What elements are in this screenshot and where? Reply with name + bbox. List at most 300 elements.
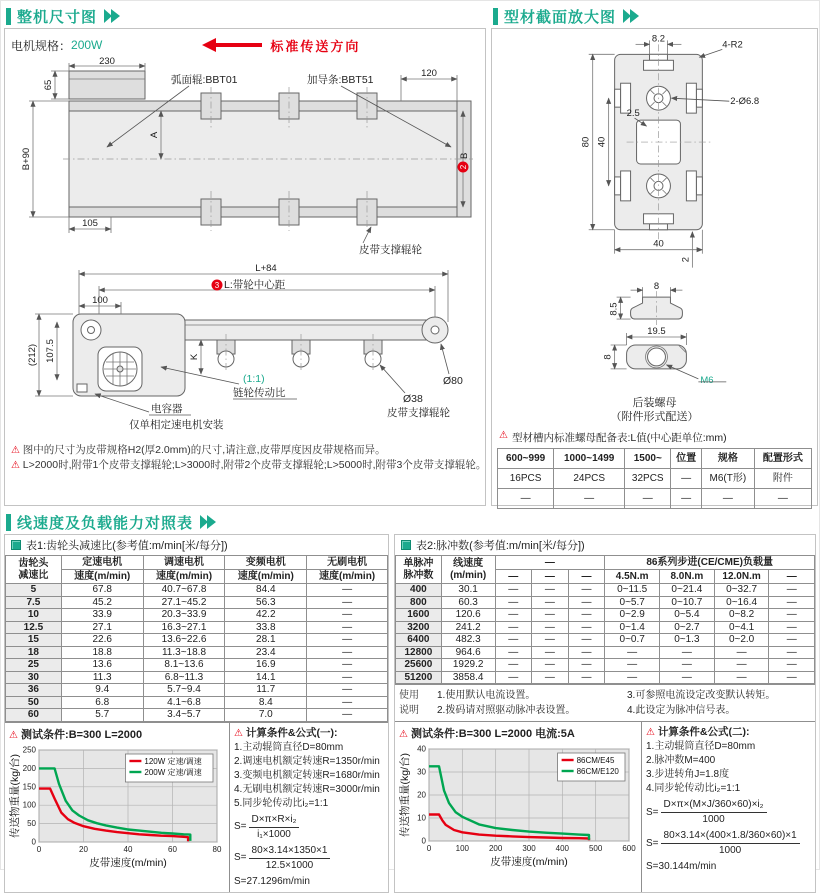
cell: 33.8 bbox=[225, 621, 307, 634]
row-header: 36 bbox=[6, 684, 62, 697]
row-header: 1600 bbox=[396, 609, 442, 622]
cell: — bbox=[307, 659, 388, 672]
cell: — bbox=[625, 489, 671, 509]
cell: 13.6 bbox=[61, 659, 143, 672]
col-subheader: 速度(m/min) bbox=[61, 570, 143, 584]
label-sprocket-ratio: 链轮传动比 bbox=[233, 387, 286, 399]
col-header: 600~999 bbox=[498, 449, 554, 469]
cell: — bbox=[660, 646, 715, 659]
motor-spec-value: 200W bbox=[71, 38, 103, 52]
cell: 482.3 bbox=[441, 634, 495, 647]
test-conditions-2: ⚠ 测试条件:B=300 L=2000 电流:5A bbox=[399, 728, 575, 740]
section-header bbox=[4, 4, 486, 28]
svg-text:250: 250 bbox=[22, 745, 36, 754]
cell: 0~1.3 bbox=[660, 634, 715, 647]
label-capacitor: 电容器 bbox=[151, 403, 183, 415]
dim-40-inner: 40 bbox=[596, 136, 608, 148]
list-item: 2.调速电机额定转速R=1350r/min bbox=[234, 755, 380, 767]
cell: 13.6~22.6 bbox=[143, 634, 225, 647]
cell: 42.2 bbox=[225, 609, 307, 622]
row-header: 10 bbox=[6, 609, 62, 622]
section-speed-load bbox=[4, 510, 816, 893]
load-capacity-chart bbox=[9, 742, 225, 870]
motor-spec-label: 电机规格： bbox=[11, 38, 72, 53]
nut-caption-2: （附件形式配送） bbox=[610, 411, 699, 423]
cell: — bbox=[307, 684, 388, 697]
svg-text:50: 50 bbox=[27, 818, 36, 828]
cell: — bbox=[568, 659, 605, 672]
dim-k: K bbox=[189, 353, 200, 361]
dim-40-bottom: 40 bbox=[653, 238, 664, 250]
cell: 24PCS bbox=[554, 469, 625, 489]
row-header: 800 bbox=[396, 596, 442, 609]
cell: 3.4~5.7 bbox=[143, 709, 225, 722]
cell: — bbox=[554, 489, 625, 509]
table2-caption: 表2:脉冲数(参考值:m/min[米/每分]) bbox=[395, 535, 815, 555]
cell: 0~0.7 bbox=[605, 634, 660, 647]
cell: — bbox=[532, 596, 569, 609]
cell: — bbox=[769, 596, 815, 609]
cell: 3858.4 bbox=[441, 671, 495, 684]
cell: — bbox=[769, 646, 815, 659]
cell: — bbox=[532, 621, 569, 634]
cell: 32PCS bbox=[625, 469, 671, 489]
dim-65: 65 bbox=[43, 79, 54, 91]
cell: 0~5.4 bbox=[660, 609, 715, 622]
cell: — bbox=[769, 609, 815, 622]
dim-2: 2 bbox=[680, 257, 692, 263]
svg-text:B: B bbox=[459, 152, 470, 159]
cell: 4.1~6.8 bbox=[143, 696, 225, 709]
cell: — bbox=[498, 489, 554, 509]
dim-l-plus-84: L+84 bbox=[255, 263, 277, 274]
list-item: 4.此设定为脉冲信号表。 bbox=[627, 705, 736, 716]
cell: — bbox=[307, 584, 388, 597]
list-item: 2.脉冲数M=400 bbox=[646, 755, 716, 766]
svg-text:86CM/E120: 86CM/E120 bbox=[576, 767, 619, 776]
cell: 7.0 bbox=[225, 709, 307, 722]
section-bar bbox=[6, 8, 11, 25]
col-subheader: 8.0N.m bbox=[660, 570, 715, 584]
square-bullet-icon bbox=[401, 540, 411, 550]
dim-212: (212) bbox=[27, 343, 38, 367]
cell: 40.7~67.8 bbox=[143, 584, 225, 597]
col-header-pulse: 单脉冲 脉冲数 bbox=[396, 556, 442, 584]
label-sprocket-ratio-value: (1:1) bbox=[243, 373, 265, 385]
formula-step: S= $\frac{80\times 3.14\times 1350\times 1}{12.5\times 1000}$ bbox=[234, 844, 384, 873]
cell: — bbox=[532, 671, 569, 684]
svg-text:150: 150 bbox=[22, 781, 36, 791]
col-header-dash-group: — bbox=[495, 556, 605, 570]
cell: 56.3 bbox=[225, 596, 307, 609]
dim-100: 100 bbox=[92, 295, 108, 306]
cell: 18.8 bbox=[61, 646, 143, 659]
svg-text:20: 20 bbox=[417, 790, 426, 800]
dim-8-2: 8.2 bbox=[651, 33, 666, 45]
svg-text:100: 100 bbox=[22, 800, 36, 810]
formula1-conditions bbox=[234, 741, 384, 811]
cell: — bbox=[605, 646, 660, 659]
cell: — bbox=[532, 584, 569, 597]
section-arrow-icon bbox=[103, 9, 121, 23]
svg-text:100: 100 bbox=[455, 844, 470, 853]
dim-2-5: 2.5 bbox=[626, 108, 640, 120]
panel-profile-section bbox=[491, 4, 818, 506]
list-item: 3.变频电机额定转速R=1680r/min bbox=[234, 769, 380, 781]
cell: 6.8~11.3 bbox=[143, 671, 225, 684]
svg-text:L:带轮中心距: L:带轮中心距 bbox=[224, 279, 286, 291]
pulse-table bbox=[395, 555, 815, 684]
cell: — bbox=[769, 621, 815, 634]
section-bar bbox=[493, 8, 498, 25]
gear-ratio-table-box bbox=[4, 534, 389, 893]
cell: — bbox=[605, 671, 660, 684]
cell: — bbox=[532, 634, 569, 647]
nut-dim-19-5: 19.5 bbox=[647, 326, 666, 338]
formula2-result: S=30.144m/min bbox=[646, 861, 717, 872]
cell: — bbox=[307, 596, 388, 609]
col-header-line-speed: 线速度 (m/min) bbox=[441, 556, 495, 584]
load-capacity-chart bbox=[399, 741, 637, 869]
dim-120: 120 bbox=[421, 68, 437, 79]
cell: — bbox=[307, 634, 388, 647]
section-title: 线速度及负载能力对照表 bbox=[17, 514, 194, 532]
direction-arrow-icon bbox=[202, 38, 262, 52]
cell: M6(T形) bbox=[701, 469, 754, 489]
cell: 20.3~33.9 bbox=[143, 609, 225, 622]
dim-dia-80: Ø80 bbox=[443, 375, 463, 387]
cell: 23.4 bbox=[225, 646, 307, 659]
label-belt-support-roller: 皮带支撑辊轮 bbox=[359, 244, 422, 256]
dim-4-r2: 4-R2 bbox=[722, 39, 743, 51]
svg-text:0: 0 bbox=[36, 844, 42, 854]
cell: 9.4 bbox=[61, 684, 143, 697]
svg-text:40: 40 bbox=[123, 844, 133, 854]
svg-text:2: 2 bbox=[459, 164, 468, 170]
cell: — bbox=[769, 671, 815, 684]
col-header: 配置形式 bbox=[754, 449, 811, 469]
cell: — bbox=[495, 621, 532, 634]
dim-105: 105 bbox=[82, 218, 98, 229]
svg-text:0: 0 bbox=[31, 837, 36, 846]
cell: — bbox=[307, 621, 388, 634]
cell: — bbox=[769, 584, 815, 597]
formula-step: S= $\frac{80\times 3.14\times(400\times 1.8/360\times 60)\times 1}{1000}$ bbox=[646, 829, 811, 858]
chart1-cell bbox=[5, 723, 230, 892]
nut-config-table bbox=[497, 448, 812, 509]
row-header: 51200 bbox=[396, 671, 442, 684]
col-header-brushless: 无刷电机 bbox=[307, 556, 388, 570]
chart2-cell bbox=[395, 722, 642, 892]
svg-text:传送物重量(kg/台): 传送物重量(kg/台) bbox=[9, 753, 21, 838]
svg-text:传送物重量(kg/台): 传送物重量(kg/台) bbox=[399, 753, 411, 837]
cell: — bbox=[568, 584, 605, 597]
dim-a: A bbox=[149, 131, 160, 139]
col-header-gear-ratio: 齿轮头 减速比 bbox=[6, 556, 62, 584]
list-item: ⚠ L>2000时,附带1个皮带支撑辊轮;L>3000时,附带2个皮带支撑辊轮;L>5000时,附带3个皮带支撑辊轮。 bbox=[11, 458, 479, 473]
cell: 45.2 bbox=[61, 596, 143, 609]
cell: 0~21.4 bbox=[660, 584, 715, 597]
formula-step: S= $\frac{\text{D×π×(M×J/360×60)×i₂}}{1000}$ bbox=[646, 798, 811, 827]
svg-text:20: 20 bbox=[79, 844, 88, 854]
col-subheader: 速度(m/min) bbox=[143, 570, 225, 584]
label-guide-strip: 加导条:BBT51 bbox=[307, 74, 374, 86]
profile-cross-section-drawing bbox=[497, 32, 812, 278]
svg-text:200: 200 bbox=[488, 844, 503, 853]
svg-text:40: 40 bbox=[417, 744, 426, 754]
list-item: 1.使用默认电流设置。 bbox=[437, 690, 536, 701]
cell: — bbox=[495, 634, 532, 647]
col-header-86-series-load: 86系列步进(CE/CME)负载量 bbox=[605, 556, 815, 570]
cell: 16.3~27.1 bbox=[143, 621, 225, 634]
top-row bbox=[4, 4, 816, 506]
list-item: ⚠ 图中的尺寸为皮带规格H2(厚2.0mm)的尺寸,请注意,皮带厚度因皮带规格而异。 bbox=[11, 443, 479, 458]
formula1-cell bbox=[230, 723, 388, 892]
row-header: 25 bbox=[6, 659, 62, 672]
cell: — bbox=[660, 659, 715, 672]
cell: 14.1 bbox=[225, 671, 307, 684]
cell: 0~2.0 bbox=[714, 634, 769, 647]
cell: — bbox=[568, 646, 605, 659]
nut-caption: 后装螺母 bbox=[632, 397, 677, 409]
cell: 120.6 bbox=[441, 609, 495, 622]
cell: 84.4 bbox=[225, 584, 307, 597]
dim-107-5: 107.5 bbox=[45, 339, 56, 363]
table1-footer bbox=[5, 722, 388, 892]
cell: 0~5.7 bbox=[605, 596, 660, 609]
row-header: 12.5 bbox=[6, 621, 62, 634]
cell: — bbox=[714, 671, 769, 684]
col-header-adjustable-speed: 调速电机 bbox=[143, 556, 225, 570]
cell: 964.6 bbox=[441, 646, 495, 659]
t-nut-drawing bbox=[497, 283, 812, 391]
cell: 33.9 bbox=[61, 609, 143, 622]
formula-step: S= $\frac{\text{D×π×R×i₂}}{\text{i₁×1000}}$ bbox=[234, 813, 384, 842]
formula1-title: ⚠ 计算条件&公式(一): bbox=[234, 726, 338, 739]
panel-overall-dimensions bbox=[4, 4, 486, 506]
cell: 28.1 bbox=[225, 634, 307, 647]
cell: — bbox=[605, 659, 660, 672]
formula2-title: ⚠ 计算条件&公式(二): bbox=[646, 726, 750, 738]
section-title: 整机尺寸图 bbox=[17, 8, 98, 26]
cell: — bbox=[307, 709, 388, 722]
cell: — bbox=[307, 696, 388, 709]
cell: — bbox=[568, 621, 605, 634]
cell: — bbox=[568, 634, 605, 647]
cell: 11.3~18.8 bbox=[143, 646, 225, 659]
cell: 0~10.7 bbox=[660, 596, 715, 609]
cell: 5.7~9.4 bbox=[143, 684, 225, 697]
row-header: 50 bbox=[6, 696, 62, 709]
svg-text:400: 400 bbox=[555, 844, 570, 853]
svg-text:120W 定速/调速: 120W 定速/调速 bbox=[144, 756, 202, 766]
cell: 30.1 bbox=[441, 584, 495, 597]
cell: — bbox=[495, 596, 532, 609]
col-header: 规格 bbox=[701, 449, 754, 469]
list-item: 2.拨码请对照驱动脉冲表设置。 bbox=[437, 705, 576, 716]
motor-spec-row bbox=[11, 33, 479, 57]
list-item: 5.同步轮传动比i₂=1:1 bbox=[234, 797, 329, 809]
label-capacitor-note: 仅单相定速电机安装 bbox=[129, 419, 224, 431]
cell: 22.6 bbox=[61, 634, 143, 647]
usage-notes-left bbox=[437, 688, 621, 718]
svg-text:200: 200 bbox=[22, 763, 36, 773]
section-arrow-icon bbox=[622, 9, 640, 23]
dim-l-center-distance bbox=[212, 278, 286, 291]
col-subheader: — bbox=[532, 570, 569, 584]
cell: 67.8 bbox=[61, 584, 143, 597]
cell: 0~2.7 bbox=[660, 621, 715, 634]
formula2-conditions bbox=[646, 740, 811, 796]
list-item: 1.主动辊筒直径D=80mm bbox=[234, 741, 344, 753]
row-header: 7.5 bbox=[6, 596, 62, 609]
cell: 8.1~13.6 bbox=[143, 659, 225, 672]
cell: 0~2.9 bbox=[605, 609, 660, 622]
col-subheader: — bbox=[769, 570, 815, 584]
cell: — bbox=[769, 659, 815, 672]
list-item: 1.主动辊筒直径D=80mm bbox=[646, 741, 756, 752]
col-subheader: 速度(m/min) bbox=[225, 570, 307, 584]
formula1-result: S=27.1296m/min bbox=[234, 875, 310, 887]
col-header-fixed-speed: 定速电机 bbox=[61, 556, 143, 570]
dim-2-dia-6-8: 2-Ø6.8 bbox=[730, 96, 760, 108]
cell: — bbox=[495, 659, 532, 672]
dim-230: 230 bbox=[99, 56, 115, 67]
col-subheader: 4.5N.m bbox=[605, 570, 660, 584]
pulse-table-box bbox=[394, 534, 816, 893]
col-subheader: 12.0N.m bbox=[714, 570, 769, 584]
cell: — bbox=[568, 609, 605, 622]
section-header bbox=[491, 4, 818, 28]
test-conditions-1: ⚠ 测试条件:B=300 L=2000 bbox=[9, 728, 143, 741]
row-header: 400 bbox=[396, 584, 442, 597]
svg-text:60: 60 bbox=[168, 844, 177, 854]
cell: — bbox=[495, 609, 532, 622]
cell: — bbox=[701, 489, 754, 509]
formula2-cell bbox=[642, 722, 815, 892]
col-subheader: 速度(m/min) bbox=[307, 570, 388, 584]
svg-text:600: 600 bbox=[622, 844, 636, 853]
label-belt-support-roller-2: 皮带支撑辊轮 bbox=[387, 407, 450, 419]
section-title: 型材截面放大图 bbox=[504, 8, 617, 26]
cell: 27.1~45.2 bbox=[143, 596, 225, 609]
cell: — bbox=[495, 584, 532, 597]
nut-dim-8: 8 bbox=[653, 281, 660, 293]
list-item: 3.步进转角J=1.8度 bbox=[646, 769, 730, 780]
cell: 60.3 bbox=[441, 596, 495, 609]
list-item: 3.可参照电流设定改变默认转矩。 bbox=[627, 690, 776, 701]
list-item: 4.同步轮传动比i₂=1:1 bbox=[646, 783, 741, 794]
row-header: 5 bbox=[6, 584, 62, 597]
cell: — bbox=[671, 469, 702, 489]
usage-notes bbox=[395, 684, 815, 721]
cell: 11.7 bbox=[225, 684, 307, 697]
cell: — bbox=[714, 659, 769, 672]
cell: — bbox=[671, 489, 702, 509]
usage-label: 使用 说明 bbox=[399, 690, 419, 716]
table1-caption: 表1:齿轮头减速比(参考值:m/min[米/每分]) bbox=[5, 535, 388, 555]
cell: 241.2 bbox=[441, 621, 495, 634]
col-subheader: — bbox=[495, 570, 532, 584]
cell: 1929.2 bbox=[441, 659, 495, 672]
cell: 0~16.4 bbox=[714, 596, 769, 609]
cell: — bbox=[532, 609, 569, 622]
profile-content bbox=[491, 28, 818, 506]
svg-text:80: 80 bbox=[212, 844, 222, 854]
conveyor-top-view-drawing bbox=[11, 57, 479, 257]
svg-text:0: 0 bbox=[421, 836, 426, 846]
square-bullet-icon bbox=[11, 540, 21, 550]
nut-m6-label: M6 bbox=[700, 374, 714, 386]
cell: 0~11.5 bbox=[605, 584, 660, 597]
cell: — bbox=[307, 671, 388, 684]
row-header: 25600 bbox=[396, 659, 442, 672]
direction-label: 标准传送方向 bbox=[270, 38, 361, 54]
row-header: 60 bbox=[6, 709, 62, 722]
section-bar bbox=[6, 514, 11, 531]
cell: — bbox=[307, 609, 388, 622]
svg-text:200W 定速/调速: 200W 定速/调速 bbox=[144, 767, 202, 777]
cell: 0~8.2 bbox=[714, 609, 769, 622]
cell: 0~4.1 bbox=[714, 621, 769, 634]
svg-text:30: 30 bbox=[417, 767, 426, 777]
row-header: 12800 bbox=[396, 646, 442, 659]
cell: 6.8 bbox=[61, 696, 143, 709]
conveyor-side-view-drawing bbox=[11, 262, 479, 438]
row-header: 18 bbox=[6, 646, 62, 659]
dim-80: 80 bbox=[580, 136, 592, 148]
svg-text:500: 500 bbox=[588, 844, 603, 853]
cell: 0~32.7 bbox=[714, 584, 769, 597]
cell: — bbox=[660, 671, 715, 684]
gear-ratio-table bbox=[5, 555, 388, 722]
warning-icon: ⚠ bbox=[499, 430, 508, 441]
cell: — bbox=[532, 659, 569, 672]
col-header-inverter: 变频电机 bbox=[225, 556, 307, 570]
cell: 27.1 bbox=[61, 621, 143, 634]
cell: — bbox=[495, 646, 532, 659]
dim-b-plus-90: B+90 bbox=[21, 147, 32, 171]
svg-text:10: 10 bbox=[417, 813, 426, 823]
row-header: 30 bbox=[6, 671, 62, 684]
section-header bbox=[4, 510, 816, 534]
list-item: 4.无刷电机额定转速R=3000r/min bbox=[234, 783, 380, 795]
col-header: 1000~1499 bbox=[554, 449, 625, 469]
label-arc-roller: 弧面辊:BBT01 bbox=[171, 74, 238, 86]
overall-content bbox=[4, 28, 486, 506]
cell: 11.3 bbox=[61, 671, 143, 684]
col-header: 1500~ bbox=[625, 449, 671, 469]
col-subheader: — bbox=[568, 570, 605, 584]
cell: 8.4 bbox=[225, 696, 307, 709]
cell: — bbox=[568, 596, 605, 609]
cell: 附件 bbox=[754, 469, 811, 489]
svg-text:86CM/E45: 86CM/E45 bbox=[576, 756, 615, 765]
row-header: 3200 bbox=[396, 621, 442, 634]
usage-notes-right bbox=[627, 688, 811, 718]
nut-dim-8-5: 8.5 bbox=[608, 302, 620, 316]
section-arrow-icon bbox=[199, 515, 217, 529]
cell: — bbox=[769, 634, 815, 647]
cell: 16PCS bbox=[498, 469, 554, 489]
cell: 5.7 bbox=[61, 709, 143, 722]
svg-text:皮带速度(m/min): 皮带速度(m/min) bbox=[490, 856, 568, 868]
cell: — bbox=[714, 646, 769, 659]
cell: — bbox=[495, 671, 532, 684]
svg-text:皮带速度(m/min): 皮带速度(m/min) bbox=[89, 856, 167, 869]
nut-dim-8b: 8 bbox=[602, 354, 614, 360]
overall-notes bbox=[11, 443, 487, 473]
